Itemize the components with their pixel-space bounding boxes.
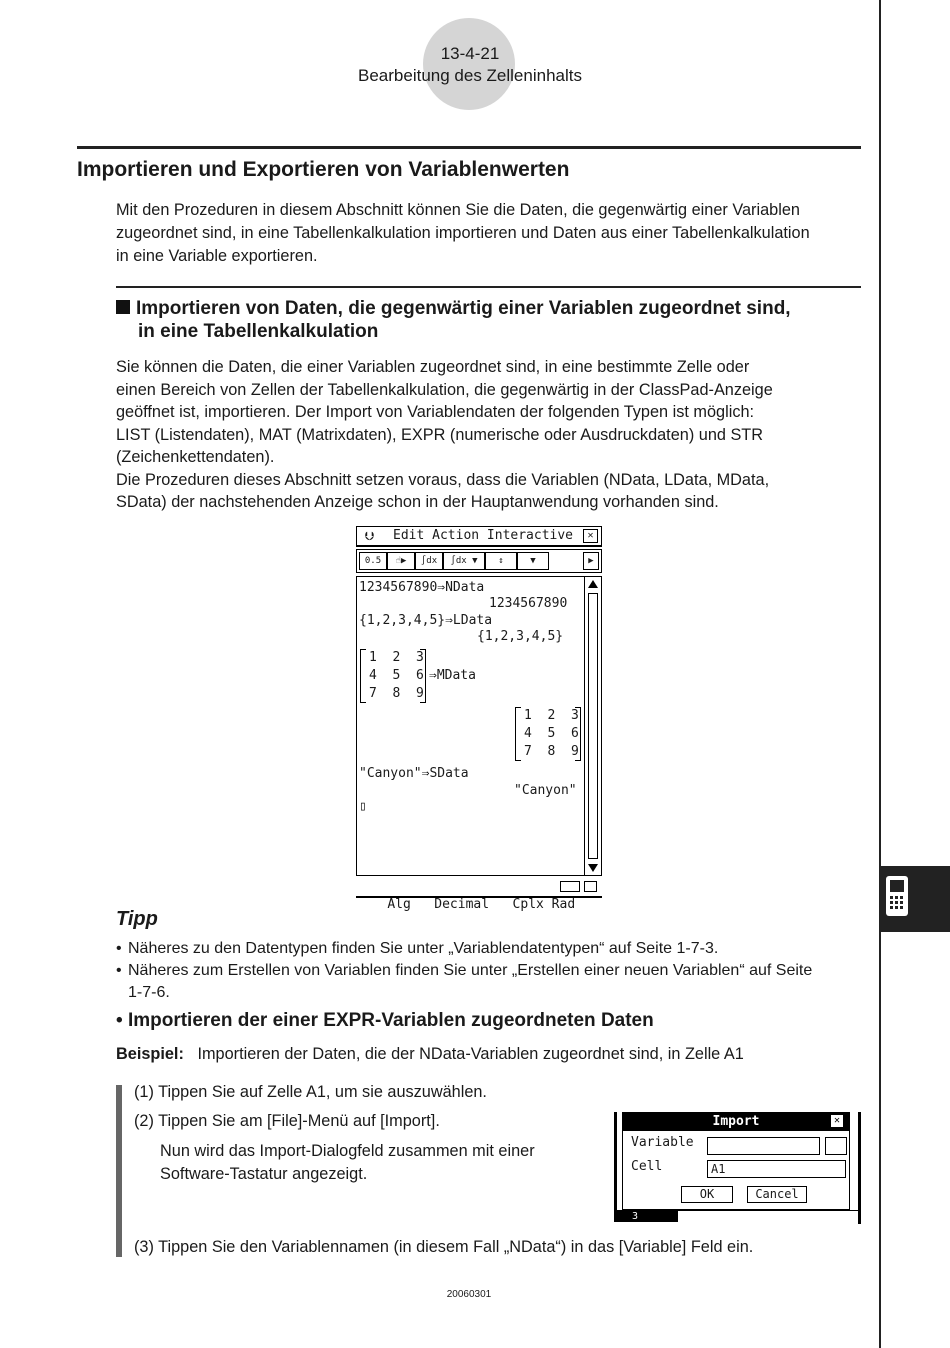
result-ndata: 1234567890 bbox=[489, 596, 568, 611]
entry-sdata: "Canyon"⇒SData bbox=[359, 766, 469, 781]
import-dialog bbox=[622, 1112, 850, 1210]
step-3: (3) Tippen Sie den Variablennamen (in diesem Fall „NData“) in das [Variable] Feld ein. bbox=[134, 1238, 754, 1256]
chapter-tab bbox=[881, 866, 950, 932]
function-dropdown-icon[interactable]: ∫dx ▼ bbox=[443, 552, 485, 570]
subsection-title: Importieren von Daten, die gegenwärtig einer Variablen zugeordnet sind, in eine Tabellenkalkulation bbox=[116, 297, 861, 343]
calc-status-bar bbox=[356, 878, 602, 912]
variable-field[interactable] bbox=[707, 1137, 820, 1155]
body-line: SData) der nachstehenden Anzeige schon in der Hauptanwendung vorhanden sind. bbox=[116, 493, 719, 511]
hand-tool-icon[interactable]: ☝▶ bbox=[387, 552, 415, 570]
close-icon[interactable]: ✕ bbox=[583, 529, 598, 543]
footer-code: 20060301 bbox=[446, 1289, 492, 1300]
result-ldata: {1,2,3,4,5} bbox=[477, 629, 564, 644]
matrix-bracket-right bbox=[420, 649, 426, 703]
subsection-body bbox=[116, 356, 861, 514]
steps-bar bbox=[116, 1085, 122, 1257]
page-number: 13-4-21 bbox=[440, 44, 500, 63]
result-sdata: "Canyon" bbox=[514, 783, 577, 798]
body-line: geöffnet ist, importieren. Der Import von Variablendaten der folgenden Typen ist möglich: bbox=[116, 403, 755, 421]
matrix-row: 7 8 9 bbox=[524, 744, 579, 759]
calc-work-area[interactable] bbox=[356, 576, 602, 876]
matrix-row: 4 5 6 bbox=[524, 726, 579, 741]
matrix-row: 4 5 6 bbox=[369, 668, 424, 683]
tip-item: • Näheres zum Erstellen von Variablen finden Sie unter „Erstellen einer neuen Variablen“ auf Seite 1-7-6. bbox=[116, 962, 813, 1001]
square-bullet-icon bbox=[116, 300, 130, 314]
calc-menu-items[interactable]: Edit Action Interactive bbox=[393, 528, 574, 543]
procedure-title: • Importieren der einer EXPR-Variablen zugeordneten Daten bbox=[116, 1010, 654, 1031]
folder-icon[interactable] bbox=[825, 1137, 847, 1155]
graph-icon[interactable]: ↕ bbox=[485, 552, 517, 570]
step-2-description: Nun wird das Import-Dialogfeld zusammen mit einer Software-Tastatur angezeigt. bbox=[160, 1142, 535, 1183]
spreadsheet-row bbox=[614, 1210, 861, 1223]
window-toggle-icon[interactable] bbox=[584, 881, 597, 892]
intro-line: zugeordnet sind, in eine Tabellenkalkulation importieren und Daten aus einer Tabellenkalkulation bbox=[116, 224, 810, 242]
intro-line: Mit den Prozeduren in diesem Abschnitt können Sie die Daten, die gegenwärtig einer Variablen bbox=[116, 201, 800, 219]
step-1: (1) Tippen Sie auf Zelle A1, um sie auszuwählen. bbox=[134, 1083, 487, 1101]
section-title: Importieren und Exportieren von Variablenwerten bbox=[77, 158, 570, 181]
classpad-screen bbox=[356, 526, 602, 912]
page-subtitle: Bearbeitung des Zelleninhalts bbox=[358, 66, 582, 85]
window-edge bbox=[614, 1112, 617, 1210]
body-line: LIST (Listendaten), MAT (Matrixdaten), EXPR (numerische oder Ausdruckdaten) und STR bbox=[116, 425, 764, 444]
calculator-icon bbox=[881, 866, 950, 932]
matrix-row: 7 8 9 bbox=[369, 686, 424, 701]
body-line: Sie können die Daten, die einer Variablen zugeordnet sind, in eine bestimmte Zelle oder bbox=[116, 358, 750, 376]
section-divider bbox=[77, 146, 861, 149]
subsection-divider bbox=[116, 286, 861, 288]
page-number-badge bbox=[423, 18, 515, 110]
close-icon[interactable]: ✕ bbox=[831, 1115, 843, 1127]
status-text: Alg Decimal Cplx Rad bbox=[387, 897, 576, 912]
cancel-button[interactable]: Cancel bbox=[747, 1186, 807, 1203]
tip-item: • Näheres zu den Datentypen finden Sie unter „Variablendatentypen“ auf Seite 1-7-3. bbox=[116, 940, 719, 957]
graph-dropdown-icon[interactable]: ▼ bbox=[517, 552, 549, 570]
scroll-down-icon[interactable] bbox=[588, 864, 598, 872]
toolbar-next-icon[interactable]: ▶ bbox=[583, 552, 599, 570]
scroll-up-icon[interactable] bbox=[588, 580, 598, 588]
cell-label: Cell bbox=[631, 1159, 663, 1174]
section-intro bbox=[116, 199, 861, 268]
body-line: Die Prozeduren dieses Abschnitt setzen voraus, dass die Variablen (NData, LData, MData, bbox=[116, 470, 770, 489]
scrollbar[interactable] bbox=[584, 577, 601, 875]
entry-mdata: ⇒MData bbox=[429, 668, 476, 683]
entry-ndata: 1234567890⇒NData bbox=[359, 580, 485, 595]
fraction-toggle-icon[interactable]: 0.5 bbox=[359, 552, 387, 570]
scroll-track[interactable] bbox=[588, 593, 598, 859]
input-cursor[interactable]: ▯ bbox=[359, 799, 367, 814]
row-header[interactable]: 3 bbox=[614, 1211, 678, 1222]
matrix-bracket-left bbox=[515, 707, 521, 761]
dialog-title: Import bbox=[623, 1113, 849, 1131]
page-edge-rule bbox=[879, 0, 881, 1348]
cell-field[interactable]: A1 bbox=[707, 1160, 846, 1178]
matrix-row: 1 2 3 bbox=[369, 650, 424, 665]
chevron-down-icon[interactable]: ⮋ bbox=[365, 529, 375, 543]
body-line: (Zeichenkettendaten). bbox=[116, 448, 275, 466]
body-line: einen Bereich von Zellen der Tabellenkalkulation, die gegenwärtig in der ClassPad-Anzeige bbox=[116, 380, 773, 399]
matrix-row: 1 2 3 bbox=[524, 708, 579, 723]
calc-toolbar bbox=[356, 549, 602, 573]
ok-button[interactable]: OK bbox=[681, 1186, 733, 1203]
calc-menubar bbox=[356, 526, 602, 547]
battery-icon bbox=[560, 881, 580, 892]
matrix-bracket-left bbox=[360, 649, 366, 703]
variable-label: Variable bbox=[631, 1135, 694, 1150]
tip-heading: Tipp bbox=[116, 908, 158, 930]
step-2: (2) Tippen Sie am [File]-Menü auf [Import]. bbox=[134, 1112, 440, 1130]
entry-ldata: {1,2,3,4,5}⇒LData bbox=[359, 613, 493, 628]
matrix-bracket-right bbox=[575, 707, 581, 761]
import-dialog-screenshot bbox=[614, 1112, 861, 1224]
derivative-icon[interactable]: ∫dx bbox=[415, 552, 443, 570]
intro-line: in eine Variable exportieren. bbox=[116, 247, 318, 265]
window-edge bbox=[858, 1112, 861, 1224]
example-line: Beispiel: Importieren der Daten, die der NData-Variablen zugeordnet sind, in Zelle A1 bbox=[116, 1045, 744, 1063]
